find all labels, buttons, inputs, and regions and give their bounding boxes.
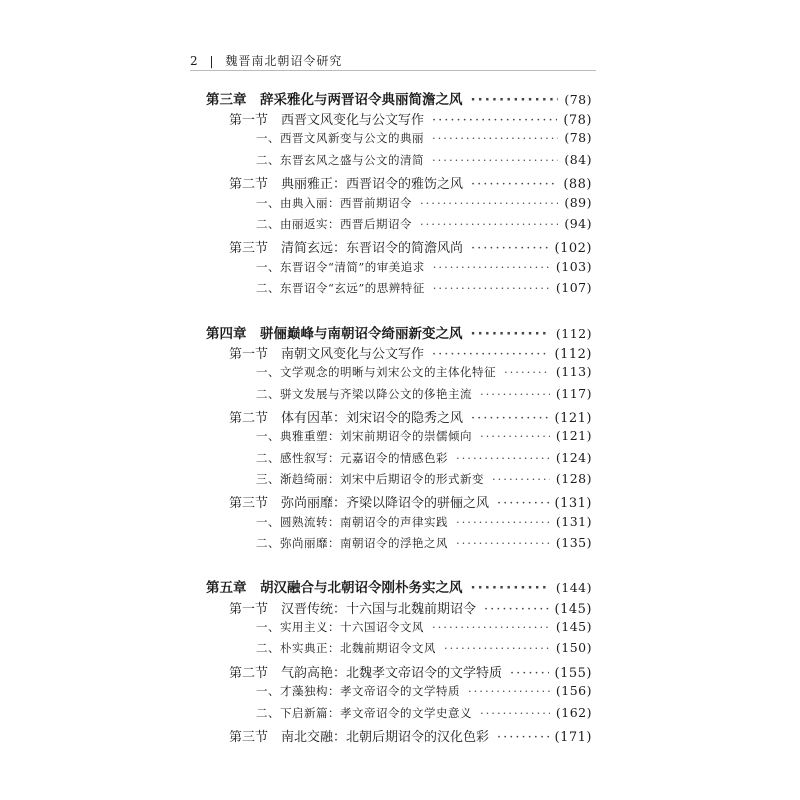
entry-title: 第三章 辞采雅化与两晋诏令典丽简澹之风 xyxy=(206,92,463,108)
toc-chapter[interactable] xyxy=(206,322,592,342)
toc-subsection[interactable] xyxy=(256,619,592,635)
entry-title: 二、弥尚丽靡：南朝诏令的浮艳之风 xyxy=(256,536,448,550)
dot-leader xyxy=(456,515,550,529)
dot-leader xyxy=(456,451,550,465)
entry-title: 第四章 骈俪巅峰与南朝诏令绮丽新变之风 xyxy=(206,326,463,342)
entry-page: (155) xyxy=(554,666,592,681)
toc-section[interactable] xyxy=(229,598,592,617)
toc-section[interactable] xyxy=(229,492,592,511)
entry-title: 三、渐趋绮丽：刘宋中后期诏令的形式新变 xyxy=(256,472,484,486)
dot-leader xyxy=(471,326,550,342)
entry-title: 第三节 清简玄远：东晋诏令的简澹风尚 xyxy=(229,241,464,256)
entry-page: (117) xyxy=(555,386,592,401)
entry-page: (94) xyxy=(564,216,592,231)
page-number: 2 xyxy=(190,54,199,68)
toc-subsection[interactable] xyxy=(256,471,592,487)
entry-title: 一、由典入丽：西晋前期诏令 xyxy=(256,196,412,210)
toc-subsection[interactable] xyxy=(256,364,592,380)
dot-leader xyxy=(420,196,558,210)
toc-subsection[interactable] xyxy=(256,280,592,296)
toc-subsection[interactable] xyxy=(256,195,592,211)
toc-subsection[interactable] xyxy=(256,514,592,530)
toc-section[interactable] xyxy=(229,726,592,745)
entry-title: 一、圆熟流转：南朝诏令的声律实践 xyxy=(256,515,448,529)
entry-page: (171) xyxy=(554,730,592,745)
entry-page: (156) xyxy=(555,683,592,698)
entry-page: (88) xyxy=(563,177,592,192)
entry-title: 一、才藻独构：孝文帝诏令的文学特质 xyxy=(256,684,460,698)
entry-page: (145) xyxy=(554,602,592,617)
entry-page: (102) xyxy=(554,241,592,256)
toc-subsection[interactable] xyxy=(256,259,592,275)
entry-page: (107) xyxy=(555,280,592,295)
toc-section[interactable] xyxy=(229,237,592,256)
dot-leader xyxy=(471,241,549,256)
book-title: 魏晋南北朝诏令研究 xyxy=(225,54,343,68)
entry-title: 二、朴实典正：北魏前期诏令文风 xyxy=(256,641,436,655)
dot-leader xyxy=(484,602,549,617)
entry-page: (121) xyxy=(554,411,592,426)
entry-page: (162) xyxy=(555,705,592,720)
entry-page: (113) xyxy=(555,364,592,379)
toc-subsection[interactable] xyxy=(256,535,592,551)
entry-title: 第一节 西晋文风变化与公文写作 xyxy=(229,113,425,128)
dot-leader xyxy=(432,153,558,167)
entry-page: (145) xyxy=(555,619,592,634)
toc-section[interactable] xyxy=(229,173,592,192)
toc-section[interactable] xyxy=(229,343,592,362)
toc-subsection[interactable] xyxy=(256,216,592,232)
toc-subsection[interactable] xyxy=(256,450,592,466)
entry-title: 二、下启新篇：孝文帝诏令的文学史意义 xyxy=(256,706,472,720)
entry-title: 二、东晋诏令“玄远”的思辨特征 xyxy=(256,281,425,295)
entry-page: (124) xyxy=(555,450,592,465)
toc-subsection[interactable] xyxy=(256,683,592,699)
entry-page: (78) xyxy=(563,113,592,128)
entry-title: 第二节 气韵高艳：北魏孝文帝诏令的文学特质 xyxy=(229,666,503,681)
entry-page: (144) xyxy=(555,580,592,595)
entry-title: 第一节 汉晋传统：十六国与北魏前期诏令 xyxy=(229,602,477,617)
dot-leader xyxy=(444,641,550,655)
entry-title: 一、东晋诏令“清简”的审美追求 xyxy=(256,260,425,274)
toc-subsection[interactable] xyxy=(256,640,592,656)
entry-title: 第一节 南朝文风变化与公文写作 xyxy=(229,347,425,362)
toc-subsection[interactable] xyxy=(256,130,592,146)
dot-leader xyxy=(432,113,557,128)
toc-section[interactable] xyxy=(229,662,592,681)
entry-title: 第二节 体有因革：刘宋诏令的隐秀之风 xyxy=(229,411,464,426)
dot-leader xyxy=(480,429,550,443)
entry-title: 第二节 典丽雅正：西晋诏令的雅饬之风 xyxy=(229,177,464,192)
toc-section[interactable] xyxy=(229,407,592,426)
dot-leader xyxy=(471,92,559,108)
dot-leader xyxy=(433,281,550,295)
dot-leader xyxy=(432,347,549,362)
dot-leader xyxy=(432,131,558,145)
entry-page: (84) xyxy=(564,152,592,167)
entry-title: 一、典雅重塑：刘宋前期诏令的崇儒倾向 xyxy=(256,429,472,443)
dot-leader xyxy=(504,365,550,379)
toc-subsection[interactable] xyxy=(256,152,592,168)
toc-subsection[interactable] xyxy=(256,705,592,721)
toc-section[interactable] xyxy=(229,109,592,128)
entry-page: (131) xyxy=(554,496,592,511)
dot-leader xyxy=(456,536,550,550)
entry-page: (112) xyxy=(554,347,592,362)
dot-leader xyxy=(497,496,549,511)
entry-title: 一、实用主义：十六国诏令文风 xyxy=(256,620,424,634)
entry-page: (150) xyxy=(555,640,592,655)
dot-leader xyxy=(497,730,549,745)
toc-subsection[interactable] xyxy=(256,428,592,444)
entry-page: (128) xyxy=(555,471,592,486)
header-rule xyxy=(190,70,596,71)
entry-title: 一、文学观念的明晰与刘宋公文的主体化特征 xyxy=(256,365,496,379)
entry-title: 二、东晋玄风之盛与公文的清简 xyxy=(256,153,424,167)
dot-leader xyxy=(510,666,549,681)
entry-page: (78) xyxy=(564,92,592,107)
entry-page: (78) xyxy=(564,130,592,145)
entry-page: (135) xyxy=(555,535,592,550)
running-header xyxy=(190,52,342,69)
dot-leader xyxy=(468,684,550,698)
entry-title: 一、西晋文风新变与公文的典丽 xyxy=(256,131,424,145)
entry-title: 第五章 胡汉融合与北朝诏令刚朴务实之风 xyxy=(206,580,463,596)
dot-leader xyxy=(471,177,557,192)
dot-leader xyxy=(433,260,550,274)
dot-leader xyxy=(480,387,550,401)
entry-title: 二、骈文发展与齐梁以降公文的侈艳主流 xyxy=(256,387,472,401)
entry-page: (131) xyxy=(555,514,592,529)
dot-leader xyxy=(471,411,549,426)
dot-leader xyxy=(492,472,550,486)
toc-chapter[interactable] xyxy=(206,88,592,108)
entry-title: 第三节 弥尚丽靡：齐梁以降诏令的骈俪之风 xyxy=(229,496,490,511)
dot-leader xyxy=(420,217,558,231)
entry-page: (121) xyxy=(555,428,592,443)
entry-title: 二、由丽返实：西晋后期诏令 xyxy=(256,217,412,231)
dot-leader xyxy=(432,620,550,634)
entry-title: 第三节 南北交融：北朝后期诏令的汉化色彩 xyxy=(229,730,490,745)
entry-title: 二、感性叙写：元嘉诏令的情感色彩 xyxy=(256,451,448,465)
toc-subsection[interactable] xyxy=(256,386,592,402)
dot-leader xyxy=(471,580,550,596)
dot-leader xyxy=(480,706,550,720)
entry-page: (103) xyxy=(555,259,592,274)
toc-chapter[interactable] xyxy=(206,576,592,596)
header-separator: | xyxy=(209,54,215,68)
entry-page: (112) xyxy=(555,326,592,341)
entry-page: (89) xyxy=(564,195,592,210)
